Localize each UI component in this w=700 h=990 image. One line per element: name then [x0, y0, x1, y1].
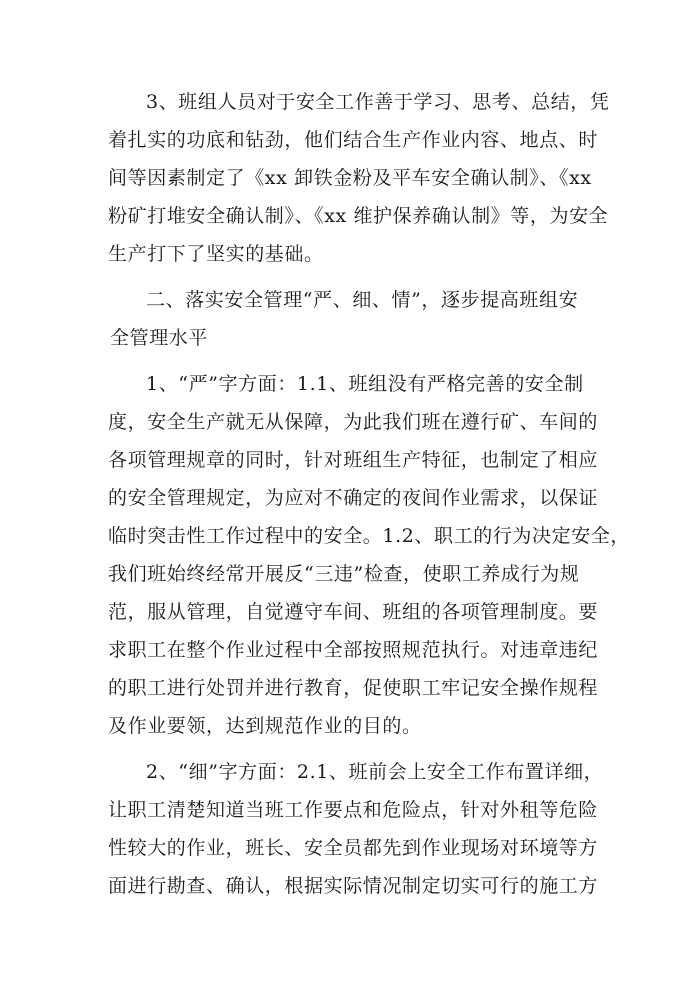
para-yan-line-6: 我们班始终经常开展反“三违”检查，使职工养成行为规: [108, 563, 580, 585]
para1-line-5: 生产打下了坚实的基础。: [108, 243, 324, 265]
para-yan-line-1: 1、“严”字方面：1.1、班组没有严格完善的安全制: [146, 373, 584, 395]
para1-line-3: 间等因素制定了《xx 卸铁金粉及平车安全确认制》、《xx: [108, 167, 592, 189]
para-yan-line-9: 的职工进行处罚并进行教育，促使职工牢记安全操作规程: [108, 677, 599, 699]
para-yan-line-5: 临时突击性工作过程中的安全。1.2、职工的行为决定安全，: [108, 525, 631, 547]
para1-line-2: 着扎实的功底和钻劲，他们结合生产作业内容、地点、时: [108, 129, 599, 151]
para-yan-line-3: 各项管理规章的同时，针对班组生产特征，也制定了相应: [108, 449, 599, 471]
section-heading-line-2: 全管理水平: [110, 327, 209, 349]
para-yan-line-4: 的安全管理规定，为应对不确定的夜间作业需求，以保证: [108, 487, 599, 509]
para-xi-line-3: 性较大的作业，班长、安全员都先到作业现场对环境等方: [108, 837, 599, 859]
para-yan-line-10: 及作业要领，达到规范作业的目的。: [108, 715, 422, 737]
para-yan-line-7: 范，服从管理，自觉遵守车间、班组的各项管理制度。要: [108, 601, 599, 623]
section-heading-line-1: 二、落实安全管理“严、细、情”，逐步提高班组安: [146, 289, 579, 311]
para-xi-line-4: 面进行勘查、确认，根据实际情况制定切实可行的施工方: [108, 875, 599, 897]
para-yan-line-2: 度，安全生产就无从保障，为此我们班在遵行矿、车间的: [108, 411, 599, 433]
para-xi-line-1: 2、“细”字方面：2.1、班前会上安全工作布置详细，: [146, 761, 604, 783]
para-xi-line-2: 让职工清楚知道当班工作要点和危险点，针对外租等危险: [108, 799, 599, 821]
para1-line-1: 3、班组人员对于安全工作善于学习、思考、总结，凭: [146, 91, 610, 113]
para1-line-4: 粉矿打堆安全确认制》、《xx 维护保养确认制》等，为安全: [108, 205, 609, 227]
para-yan-line-8: 求职工在整个作业过程中全部按照规范执行。对违章违纪: [108, 639, 599, 661]
